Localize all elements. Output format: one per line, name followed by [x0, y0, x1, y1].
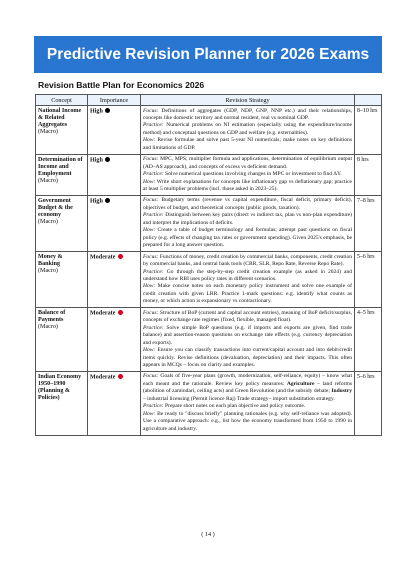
- concept-cell: [36, 252, 88, 308]
- focus-label: Focus:: [143, 197, 159, 204]
- how-text: Revise formulae and solve past 5-year NI numericals; make notes on key definitions and limitations of GDP.: [143, 137, 352, 151]
- time-cell: 8 hrs: [355, 154, 382, 195]
- focus-label: Focus:: [143, 156, 159, 163]
- concept-tag: (Macro): [38, 177, 58, 184]
- table-header-row: [36, 95, 382, 106]
- banner-title: Predictive Revision Planner for 2026 Exams: [46, 45, 370, 63]
- how-label: How:: [143, 227, 156, 234]
- header-time: [355, 95, 382, 106]
- concept-tag: (Macro): [38, 218, 58, 225]
- focus-industry-text: – industrial licensing (Permit licence Raj) Trade strategy– import substitution strategy.: [143, 395, 335, 402]
- revision-table: [35, 94, 382, 436]
- how-text: Be ready to "discuss briefly" planning rationales (e.g. why self-reliance was adopted). Use a comparative approach: e.g., list how the economy transformed from 1950 to 1990 in agriculture and industry.: [143, 410, 352, 432]
- focus-label: Focus:: [143, 253, 159, 260]
- page-banner: [34, 36, 382, 73]
- concept-cell: [36, 308, 88, 372]
- focus-industry: Industry: [331, 388, 352, 395]
- concept-name: Balance of Payments: [38, 310, 66, 324]
- how-label: How:: [143, 178, 156, 185]
- table-row: [36, 252, 382, 308]
- how-text: Make concise notes on each monetary policy instrument and solve one example of credit creation with given LRR. Practice 1-mark questions: e.g. identify what counts as money, or which action is expansionary vs contractionary.: [143, 283, 352, 305]
- table-row: [36, 308, 382, 372]
- importance-cell: [88, 195, 141, 251]
- page-number: ( 14 ): [201, 531, 215, 538]
- table-row: [36, 195, 382, 251]
- practice-text: Distinguish between key pairs (direct vs indirect tax, plan vs non-plan expenditure) and interpret the implications of deficits.: [143, 212, 352, 226]
- practice-label: Practice:: [143, 212, 164, 219]
- importance-dot-icon: [105, 108, 110, 113]
- header-strategy: Revision Strategy: [141, 95, 355, 106]
- focus-text: Structure of BoP (current and capital account entries), meaning of BoP deficit/surplus, concepts of exchange rate regimes (fixed, flexible, managed float).: [143, 309, 352, 324]
- concept-tag: (Macro): [38, 268, 58, 275]
- practice-text: Go through the step-by-step credit creation example (as asked in 2024) and understand how RBI uses policy rates in different scenarios.: [143, 268, 352, 283]
- how-label: How:: [143, 410, 156, 417]
- how-text: Ensure you can classify transactions into current/capital account and into debit/credit items quickly. Revise definitions (devaluation, depreciation) and their impacts. This often appears in MCQs – focus on clarity and examples.: [143, 347, 353, 368]
- importance-level: Moderate: [90, 374, 116, 381]
- concept-cell: [36, 195, 88, 251]
- how-text: Create a table of budget terminology and formulas; attempt past questions on fiscal policy (e.g. effects of changing tax rates or government spending). Given 2025's emphasis, be prepared for a long answer question.: [143, 227, 352, 249]
- strategy-cell: [141, 308, 355, 372]
- focus-agriculture-text: – land reforms (abolition of zamindari, ceiling acts) and Green Revolution (and the subsidy debate;: [143, 380, 352, 395]
- practice-text: Numerical problems on NI estimation (especially using the expenditure/income method) and conceptual questions on GDP and welfare (e.g. externalities).: [143, 122, 352, 136]
- importance-level: High: [90, 108, 103, 115]
- practice-label: Practice:: [143, 324, 164, 331]
- importance-level: Moderate: [90, 310, 116, 317]
- importance-dot-icon: [105, 198, 110, 203]
- importance-cell: [88, 308, 141, 372]
- concept-name: Government Budget & the economy: [38, 197, 73, 218]
- focus-agriculture: Agriculture: [286, 380, 315, 387]
- importance-level: High: [90, 157, 103, 164]
- table-row: [36, 154, 382, 195]
- concept-name: Money & Banking: [38, 254, 63, 268]
- concept-cell: [36, 371, 88, 435]
- practice-label: Practice:: [143, 268, 164, 275]
- practice-text: Solve numerical questions involving changes in MPC or investment to find ΔY.: [165, 171, 342, 178]
- strategy-cell: [141, 195, 355, 251]
- importance-cell: [88, 252, 141, 308]
- concept-tag: (Macro): [38, 324, 58, 331]
- concept-cell: [36, 106, 88, 155]
- header-importance: Importance: [88, 95, 141, 106]
- importance-level: Moderate: [90, 254, 116, 261]
- focus-text: Functions of money, credit creation by commercial banks, components, credit creation by commercial banks, and central bank tools (CRR, SLR, Repo Rate, Reverse Repo Rate).: [143, 253, 353, 268]
- strategy-cell: [141, 371, 355, 435]
- table-row: [36, 106, 382, 155]
- time-cell: 4–5 hrs: [355, 308, 382, 372]
- practice-label: Practice:: [143, 171, 164, 178]
- importance-dot-icon: [118, 254, 123, 259]
- focus-text: Definitions of aggregates (GDP, NDP, GNP, NNP etc.) and their relationships, concepts like domestic territory and normal resident, real vs nominal GDP.: [143, 107, 352, 121]
- practice-text: Solve simple BoP questions (e.g. if imports and exports are given, find trade balance) and assertion-reason questions on exchange rate effects (e.g. currency depreciation and exports).: [143, 324, 352, 346]
- focus-text: Budgetary terms (revenue vs capital expenditure, fiscal deficit, primary deficit), objectives of budget, and theoretical concepts (public goods, taxation).: [143, 197, 353, 211]
- section-subtitle: Revision Battle Plan for Economics 2026: [38, 80, 205, 90]
- importance-cell: [88, 371, 141, 435]
- importance-dot-icon: [118, 310, 123, 315]
- focus-text: Goals of five-year plans (growth, modernization, self-reliance, equity) – know what each meant and the rationale. Review key policy measures:: [143, 373, 352, 387]
- practice-label: Practice:: [143, 122, 164, 129]
- practice-text: Prepare short notes on each plan objective and policy outcome.: [165, 403, 306, 410]
- focus-text: MPC, MPS; multiplier formula and applications, determination of equilibrium output (AD–AS approach), and concepts of excess vs deficient demand.: [143, 156, 352, 170]
- how-label: How:: [143, 347, 156, 354]
- header-concept: Concept: [36, 95, 88, 106]
- time-cell: 5–6 hrs: [355, 371, 382, 435]
- how-label: How:: [143, 137, 156, 144]
- how-text: Write short explanations for concepts like inflationary gap vs deflationary gap; practice at least 5 multiplier problems (incl. those asked in 2023–25).: [143, 178, 352, 193]
- strategy-cell: [141, 252, 355, 308]
- table-row: [36, 371, 382, 435]
- importance-dot-icon: [118, 374, 123, 379]
- focus-label: Focus:: [143, 107, 159, 114]
- time-cell: 8–10 hrs: [355, 106, 382, 155]
- focus-label: Focus:: [143, 309, 159, 316]
- strategy-cell: [141, 106, 355, 155]
- time-cell: 5–6 hrs: [355, 252, 382, 308]
- importance-level: High: [90, 198, 103, 205]
- concept-name: Determination of Income and Employment: [38, 156, 83, 177]
- focus-label: Focus:: [143, 373, 159, 380]
- strategy-cell: [141, 154, 355, 195]
- concept-tag: (Macro): [38, 129, 58, 135]
- importance-cell: [88, 154, 141, 195]
- importance-dot-icon: [105, 157, 110, 162]
- time-cell: 7–8 hrs: [355, 195, 382, 251]
- how-label: How:: [143, 283, 156, 290]
- concept-cell: [36, 154, 88, 195]
- concept-name: National Income & Related Aggregates: [38, 108, 82, 128]
- practice-label: Practice:: [143, 403, 164, 410]
- importance-cell: [88, 106, 141, 155]
- concept-name: Indian Economy 1950–1990 (Planning & Policies): [38, 373, 82, 401]
